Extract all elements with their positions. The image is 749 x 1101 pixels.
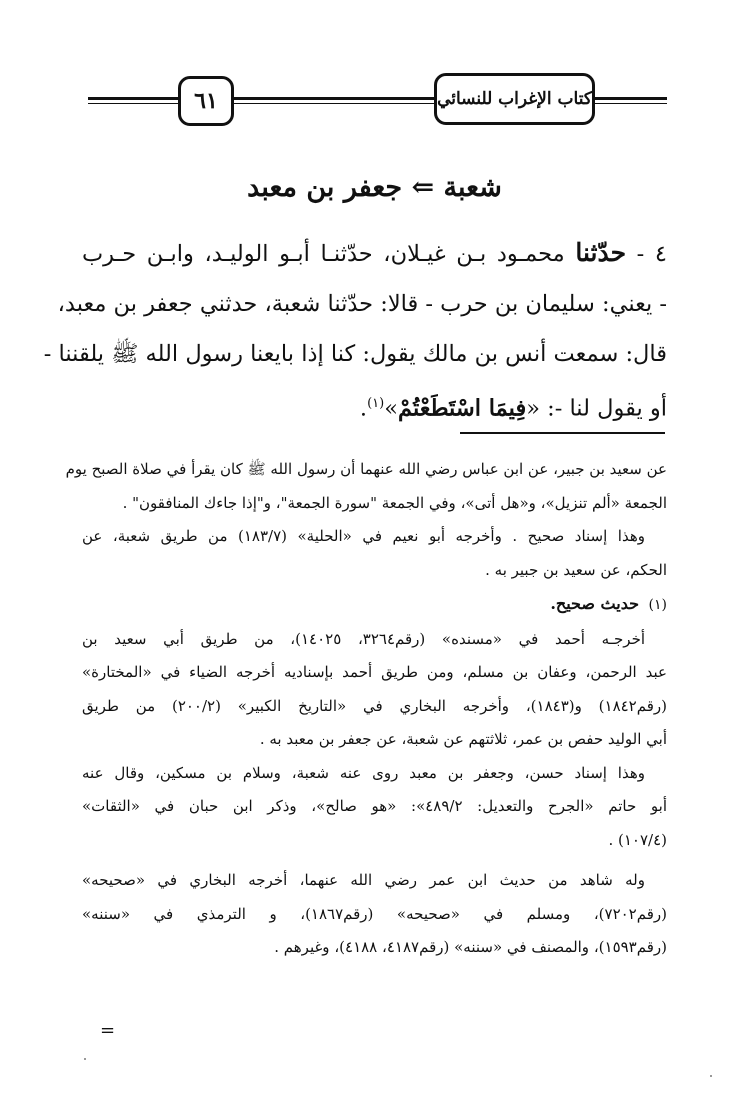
page-number: ٦١ [178, 76, 234, 126]
haddathana-word: حدّثنا [575, 238, 627, 267]
footnote-line: (١٠٧/٤) . [608, 830, 667, 849]
footnote-1-heading: حديث صحيح. [550, 594, 639, 613]
hadith-line-4-end: » [384, 395, 398, 422]
footnote-line: وهذا إسناد حسن، وجعفر بن معبد روى عنه شعبة، وسلام بن مسكين، وقال عنه [82, 763, 645, 782]
footnote-line: أبو حاتم «الجرح والتعديل: ٤٨٩/٢»: «هو صالح»، وذكر ابن حبان في «الثقات» [82, 797, 667, 815]
hadith-line-3: قال: سمعت أنس بن مالك يقول: كنا إذا بايعنا رسول الله ﷺ يلقننا - [43, 341, 667, 367]
book-title: كتاب الإغراب للنسائي [434, 73, 595, 125]
hadith-line-2: - يعني: سليمان بن حرب - قالا: حدّثنا شعبة، حدثني جعفر بن معبد، [57, 291, 667, 317]
footnote-line: عبد الرحمن، وعفان بن مسلم، ومن طريق أحمد بإسناديه أخرجه الضياء في «المختارة» [82, 663, 667, 681]
footnote-line: الجمعة «ألم تنزيل»، و«هل أتى»، وفي الجمعة "سورة الجمعة"، و"إذا جاءك المنافقون" . [122, 493, 667, 512]
footnote-line: وهذا إسناد صحيح . وأخرجه أبو نعيم في «الحلية» (١٨٣/٧) من طريق شعبة، عن [82, 527, 645, 545]
footnote-1-number: (١) [648, 597, 667, 613]
footnote-1-heading-line [82, 587, 667, 623]
quoted-phrase: فِيمَا اسْتَطَعْتُمْ [397, 395, 527, 422]
hadith-line-1 [82, 228, 667, 279]
continuation-mark: = [100, 1020, 116, 1041]
paragraph-spacer [82, 857, 667, 864]
footnote-line: (رقم١٨٤٢) و(١٨٤٣)، وأخرجه البخاري في «التاريخ الكبير» (٢٠٠/٢) من طريق [82, 696, 667, 715]
hadith-period: . [359, 395, 368, 422]
scan-speck [710, 1075, 712, 1077]
footnote-line: (رقم١٥٩٣)، والمصنف في «سننه» (رقم٤١٨٧، ٤١٨٨)، وغيرهم . [274, 938, 667, 956]
hadith-line-4-start: أو يقول لنا -: « [526, 395, 667, 422]
hadith-line-1-rest: محمـود بـن غيـلان، حدّثنـا أبـو الوليـد، وابـن حـرب [82, 241, 565, 267]
footnote-line: عن سعيد بن جبير، عن ابن عباس رضي الله عنهما أن رسول الله ﷺ كان يقرأ في صلاة الصبح يوم [65, 460, 667, 478]
footnote-line: الحكم، عن سعيد بن جبير به . [485, 560, 667, 579]
footnote-line: أخرجـه أحمد في «مسنده» (رقم٣٢٦٤، ١٤٠٢٥)، من طريق أبي سعيد بن [82, 629, 646, 648]
footnote-reference[interactable]: (١) [367, 396, 385, 411]
hadith-number: ٤ - [636, 241, 667, 267]
hadith-text [43, 228, 667, 434]
footnote-line: أبي الوليد حفص بن عمر، ثلاثتهم عن شعبة، عن جعفر بن معبد به . [259, 730, 667, 748]
footnote-line: (رقم٧٢٠٢)، ومسلم في «صحيحه» (رقم١٨٦٧)، و الترمذي في «سننه» [82, 904, 667, 923]
footnote-line: وله شاهد من حديث ابن عمر رضي الله عنهما، أخرجه البخاري في «صحيحه» [82, 871, 645, 889]
footnote-separator [460, 432, 665, 434]
scan-speck [84, 1058, 86, 1060]
footnotes-section [65, 453, 667, 965]
hadith-line-4 [82, 379, 667, 434]
section-heading: شعبة ⇐ جعفر بن معبد [247, 172, 502, 203]
